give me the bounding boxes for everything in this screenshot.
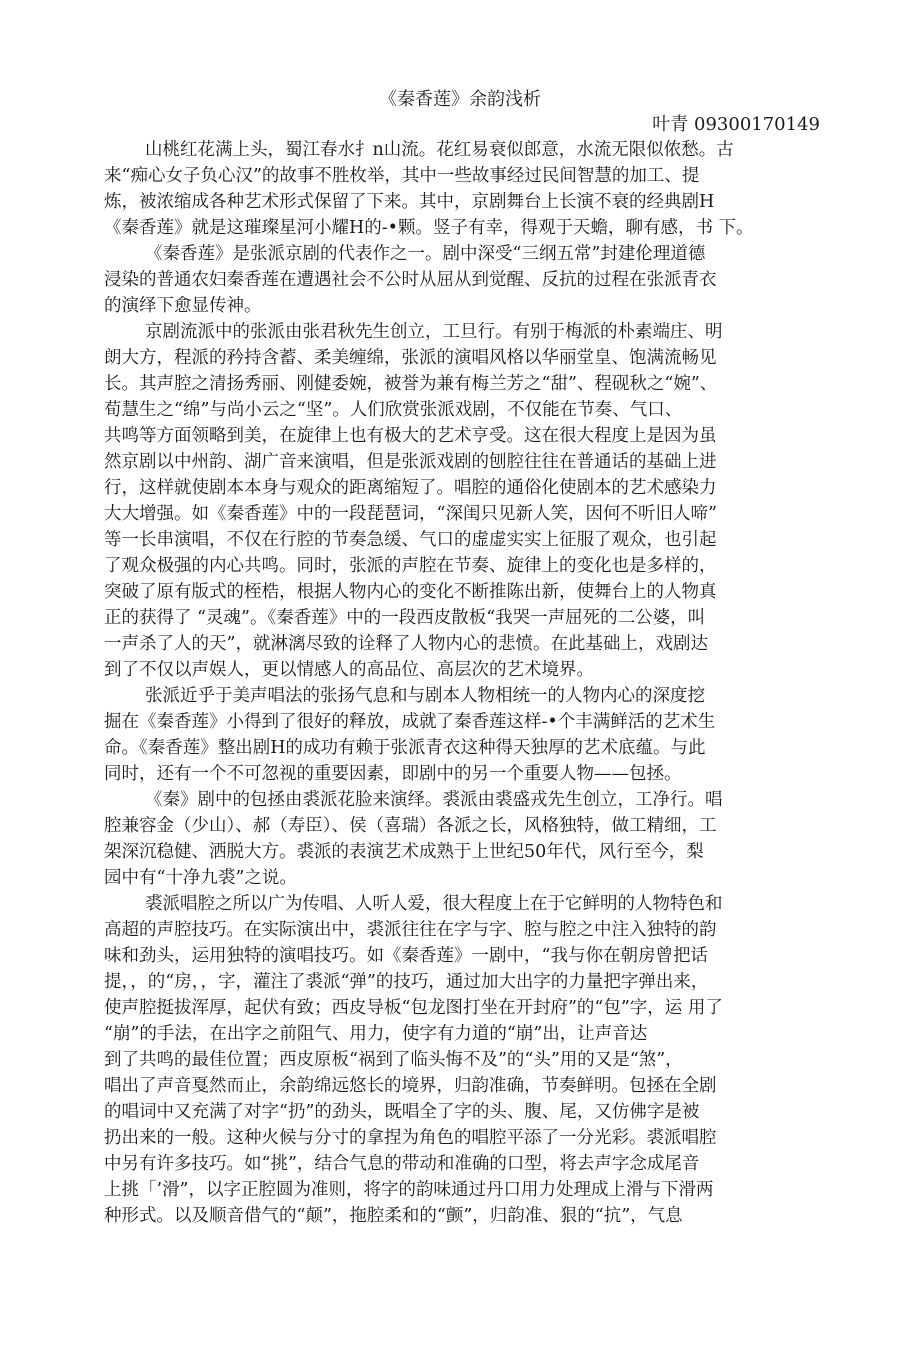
document-title: 《秦香莲》余韵浅析 [379, 89, 541, 110]
text-line: 长。其声腔之清扬秀丽、刚健委婉，被誉为兼有梅兰芳之“甜”、程砚秋之“婉”、 [104, 374, 718, 394]
text-line: 大大增强。如《秦香莲》中的一段琵琶词，“深闺只见新人笑，因何不听旧人啼” [104, 504, 717, 524]
text-line: 正的获得了 “灵魂”。《秦香莲》中的一段西皮散板“我哭一声屈死的二公婆，叫 [104, 608, 706, 628]
text-line: 来“痴心女子负心汉”的故事不胜枚举，其中一些故事经过民间智慧的加工、提 [104, 166, 700, 186]
text-line: 裘派唱腔之所以广为传唱、人听人爱，很大程度上在于它鲜明的人物特色和 [145, 894, 723, 914]
text-line: 扔出来的一般。这种火候与分寸的拿捏为角色的唱腔平添了一分光彩。裘派唱腔 [104, 1128, 717, 1148]
text-line: 朗大方，程派的矜持含蓄、柔美缠绵，张派的演唱风格以华丽堂皇、饱满流畅见 [104, 348, 717, 368]
text-line: 浸染的普通农妇秦香莲在遭遇社会不公时从屈从到觉醒、反抗的过程在张派青衣 [104, 270, 717, 290]
text-line: 命。《秦香莲》整出剧H的成功有赖于张派青衣这种得天独厚的艺术底蕴。与此 [104, 738, 706, 758]
text-line: 等一长串演唱，不仅在行腔的节奏急缓、气口的虚虚实实上征服了观众，也引起 [104, 530, 717, 550]
text-line: 高超的声腔技巧。在实际演出中，裘派往往在字与字、腔与腔之中注入独特的韵 [104, 920, 717, 940]
text-line: 共鸣等方面领略到美，在旋律上也有极大的艺术亨受。这在很大程度上是因为虽 [104, 426, 717, 446]
text-line: 一声杀了人的天”，就淋漓尽致的诠释了人物内心的悲愤。在此基础上，戏剧达 [104, 634, 708, 654]
text-line: 《秦》剧中的包拯由裘派花脸来演绎。裘派由裘盛戎先生创立，工净行。唱 [145, 790, 723, 810]
text-line: 的唱词中又充满了对字“扔”的劲头，既唱全了字的头、腹、尾，又仿佛字是被 [104, 1102, 700, 1122]
text-line: 架深沉稳健、洒脱大方。裘派的表演艺术成熟于上世纪50年代，风行至今，梨 [104, 842, 704, 862]
author-line: 叶青 09300170149 [652, 114, 820, 135]
text-line: 味和劲头，运用独特的演唱技巧。如《秦香莲》一剧中，“我与你在朝房曾把话 [104, 946, 708, 966]
text-line: 使声腔挺拔浑厚，起伏有致；西皮导板“包龙图打坐在开封府”的“包”字，运 用了 [104, 998, 723, 1018]
text-line: 京剧流派中的张派由张君秋先生创立，工旦行。有别于梅派的朴素端庄、明 [145, 322, 723, 342]
text-line: 张派近乎于美声唱法的张扬气息和与剧本人物相统一的人物内心的深度挖 [145, 686, 705, 706]
text-line: 了观众极强的内心共鸣。同时，张派的声腔在节奏、旋律上的变化也是多样的， [104, 556, 717, 576]
text-line: 山桃红花满上头，蜀江春水扌n山流。花红易衰似郎意，水流无限似侬愁。古 [145, 140, 734, 160]
text-line: 然京剧以中州韵、湖广音来演唱，但是张派戏剧的刨腔往往在普通话的基础上进 [104, 452, 717, 472]
text-line: 唱出了声音戛然而止，余韵绵远悠长的境界，归韵准确，节奏鲜明。包拯在全剧 [104, 1076, 717, 1096]
text-line: 炼，被浓缩成各种艺术形式保留了下来。其中，京剧舞台上长演不衰的经典剧H [104, 192, 715, 212]
text-line: 提，，的“房，，字，灌注了裘派“弹”的技巧，通过加大出字的力量把字弹出来， [104, 972, 709, 992]
text-line: 腔兼容金（少山）、郝（寿臣）、侯（喜瑞）各派之长，风格独特，做工精细，工 [104, 816, 717, 836]
text-line: 到了共鸣的最佳位置；西皮原板“祸到了临头悔不及”的“头”用的又是“煞”， [104, 1050, 683, 1070]
text-line: 掘在《秦香莲》小得到了很好的释放，成就了秦香莲这样-•个丰满鲜活的艺术生 [104, 712, 716, 732]
text-line: 《秦香莲》就是这璀璨星河小耀H的-•颗。竖子有幸，得观于天蟾，聊有感，书 下。 [104, 218, 754, 238]
text-line: 《秦香莲》是张派京剧的代表作之一。剧中深受“三纲五常”封建伦理道德 [145, 244, 706, 264]
text-line: 园中有“十净九裘”之说。 [104, 868, 297, 888]
text-line: “崩”的手法，在出字之前阻气、用力，使字有力道的“崩”出，让声音达 [104, 1024, 648, 1044]
text-line: 到了不仅以声娱人，更以情感人的高品位、高层次的艺术境界。 [104, 660, 594, 680]
text-line: 种形式。以及顺音借气的“颠”，拖腔柔和的“颤”，归韵准、狠的“抗”，气息 [104, 1206, 683, 1226]
text-line: 的演绎下愈显传神。 [104, 296, 262, 316]
text-line: 同时，还有一个不可忽视的重要因素，即剧中的另一个重要人物——包拯。 [104, 764, 682, 784]
text-line: 中另有许多技巧。如“挑”，结合气息的带动和准确的口型，将去声字念成尾音 [104, 1154, 700, 1174]
text-line: 荀慧生之“绵”与尚小云之“坚”。人们欣赏张派戏剧，不仅能在节奏、气口、 [104, 400, 683, 420]
text-line: 突破了原有版式的桎梏，根据人物内心的变化不断推陈出新，使舞台上的人物真 [104, 582, 717, 602]
text-line: 行，这样就使剧本本身与观众的距离缩短了。唱腔的通俗化使剧本的艺术感染力 [104, 478, 717, 498]
text-line: 上挑「’滑”，以字正腔圆为准则，将字的韵味通过丹口用力处理成上滑与下滑两 [104, 1180, 714, 1200]
